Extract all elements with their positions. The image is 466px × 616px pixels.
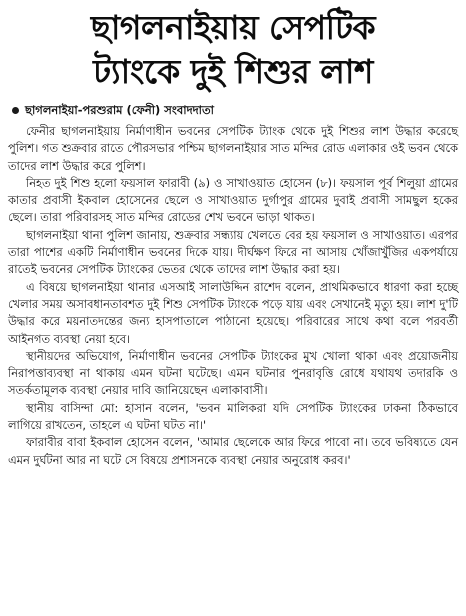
bullet-icon	[12, 107, 19, 114]
paragraph: ফারাবীর বাবা ইকবাল হোসেন বলেন, 'আমার ছেলেকে আর ফিরে পাবো না। তবে ভবিষ্যতে যেন এমন দুর্ঘটনা আর না ঘটে সে বিষয়ে প্রশাসনকে ব্যবস্থা নেয়ার অনুরোধ করব।'	[8, 435, 458, 467]
byline	[12, 102, 458, 118]
headline-line-1: ছাগলনাইয়ায় সেপটিক	[90, 8, 376, 47]
byline-text: ছাগলনাইয়া-পরশুরাম (ফেনী) সংবাদদাতা	[25, 103, 214, 117]
article-body	[8, 123, 458, 469]
headline-line-2: ট্যাংকে দুই শিশুর লাশ	[93, 52, 373, 91]
paragraph: নিহত দুই শিশু হলো ফয়সাল ফারাবী (৯) ও সাখাওয়াত হোসেন (৮)। ফয়সাল পূর্ব শিলুয়া গ্রামের কাতার প্রবাসী ইকবাল হোসেনের ছেলে ও সাখাওয়াত দুর্গাপুর গ্রামের দুবাই প্রবাসী সামছুল হকের ছেলে। তারা পরিবারসহ সাত মন্দির রোডের শেখ ভবনে ভাড়া থাকত।	[8, 175, 458, 225]
paragraph: স্থানীয়দের অভিযোগ, নির্মাণাধীন ভবনের সেপটিক ট্যাংকের মুখ খোলা থাকা এবং প্রয়োজনীয় নিরাপত্তাব্যবস্থা না থাকায় এমন ঘটনা ঘটেছে। এমন ঘটনার পুনরাবৃত্তি রোধে যথাযথ তদারকি ও সতর্কতামূলক ব্যবস্থা নেয়ার দাবি জানিয়েছেন এলাকাবাসী।	[8, 348, 458, 398]
paragraph: এ বিষয়ে ছাগলনাইয়া থানার এসআই সালাউদ্দিন রাশেদ বলেন, প্রাথমিকভাবে ধারণা করা হচ্ছে খেলার সময় অসাবধানতাবশত দুই শিশু সেপটিক ট্যাংকে পড়ে যায় এবং সেখানেই মৃত্যু হয়। লাশ দু'টি উদ্ধার করে ময়নাতদন্তের জন্য হাসপাতালে পাঠানো হয়েছে। পরিবারের সাথে কথা বলে পরবর্তী আইনগত ব্যবস্থা নেয়া হবে।	[8, 279, 458, 346]
paragraph: ছাগলনাইয়া থানা পুলিশ জানায়, শুক্রবার সন্ধ্যায় খেলতে বের হয় ফয়সাল ও সাখাওয়াত। এরপর তারা পাশের একটি নির্মাণাধীন ভবনের দিকে যায়। দীর্ঘক্ষণ ফিরে না আসায় খোঁজাখুঁজির একপর্যায়ে রাতেই ভবনের সেপটিক ট্যাংকের ভেতর থেকে তাদের লাশ উদ্ধার করা হয়।	[8, 227, 458, 277]
paragraph: ফেনীর ছাগলনাইয়ায় নির্মাণাধীন ভবনের সেপটিক ট্যাংক থেকে দুই শিশুর লাশ উদ্ধার করেছে পুলিশ। গত শুক্রবার রাতে পৌরসভার পশ্চিম ছাগলনাইয়ার সাত মন্দির রোড এলাকার ওই ভবন থেকে তাদের লাশ উদ্ধার করে পুলিশ।	[8, 124, 458, 173]
paragraph: স্থানীয় বাসিন্দা মো: হাসান বলেন, 'ভবন মালিকরা যদি সেপটিক ট্যাংকের ঢাকনা ঠিকভাবে লাগিয়ে রাখতেন, তাহলে এ ঘটনা ঘটত না।'	[8, 400, 458, 433]
headline	[8, 6, 458, 94]
